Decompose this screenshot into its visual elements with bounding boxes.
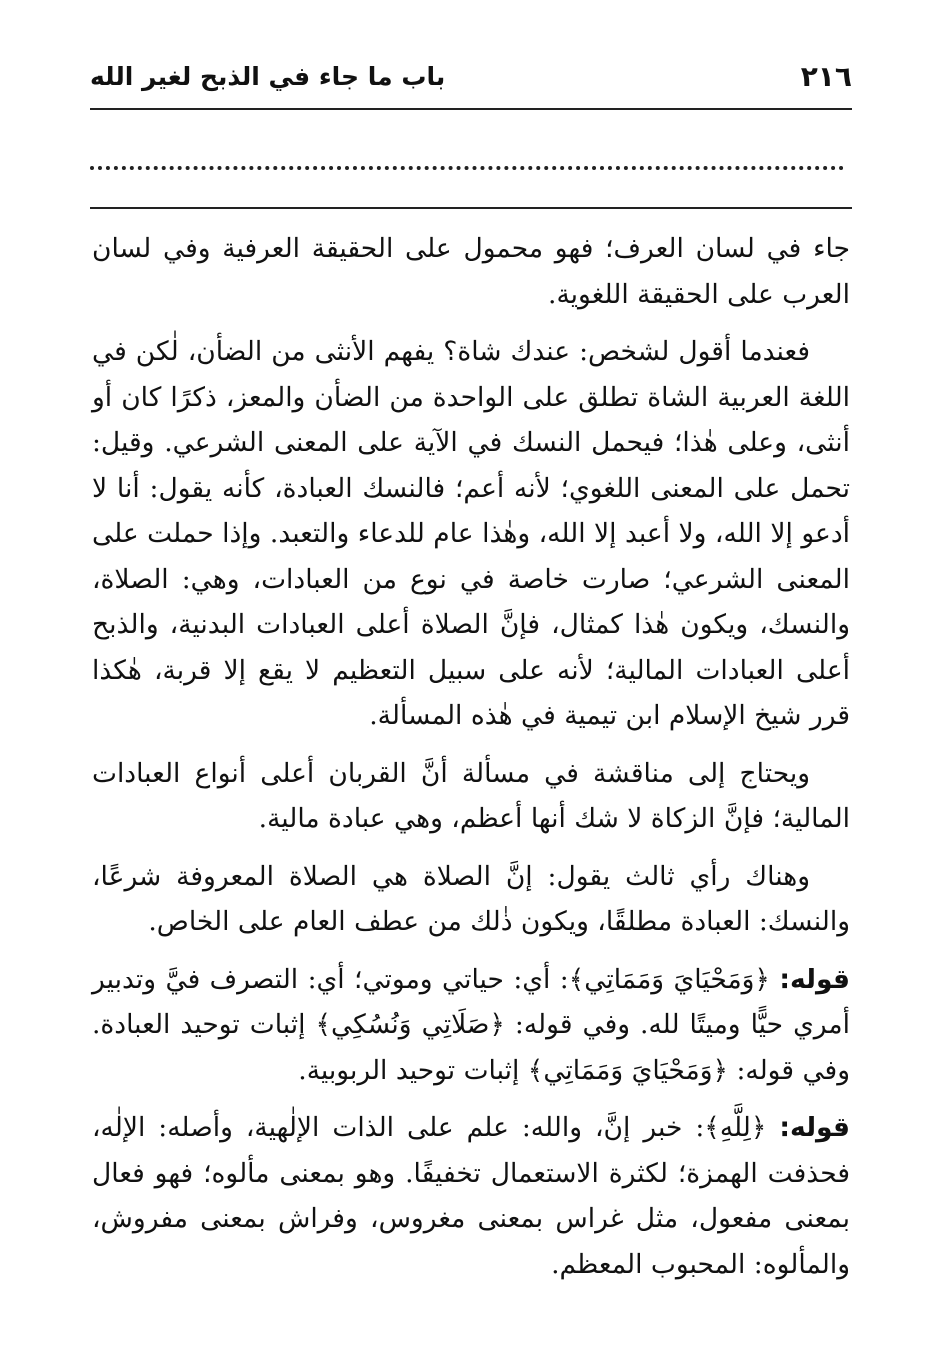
paragraph-text: ﴿لِلَّهِ﴾: خبر إنَّ، والله: علم على الذات الإلٰهية، وأصله: الإلٰه، فحذفت الهمزة؛ لكثرة الاستعمال تخفيفًا. وهو بمعنى مألوه؛ فهو فعال بمعنى مفعول، مثل غراس بمعنى مغروس، وفراش بمعنى مفروش، والمألوه: المحبوب المعظم.	[92, 1112, 850, 1280]
page-number: ٢١٦	[800, 59, 852, 93]
dotted-separator	[90, 146, 844, 170]
paragraph-text: ﴿وَمَحْيَايَ وَمَمَاتِي﴾: أي: حياتي وموتي؛ أي: التصرف فيَّ وتدبير أمري حيًّا وميتًا لله. وفي قوله: ﴿صَلَاتِي وَنُسُكِي﴾ إثبات توحيد العبادة. وفي قوله: ﴿وَمَحْيَايَ وَمَمَاتِي﴾ إثبات توحيد الربوبية.	[92, 963, 850, 1086]
paragraph-sheep-example	[92, 329, 850, 739]
paragraph-text: جاء في لسان العرف؛ فهو محمول على الحقيقة العرفية وفي لسان العرب على الحقيقة اللغوية.	[92, 233, 850, 310]
commentary-lead: قوله:	[779, 1112, 850, 1143]
body-text	[92, 226, 850, 1299]
paragraph-text: فعندما أقول لشخص: عندك شاة؟ يفهم الأنثى من الضأن، لٰكن في اللغة العربية الشاة تطلق على الواحدة من الضأن والمعز، ذكرًا كان أو أنثى، وعلى هٰذا؛ فيحمل النسك في الآية على المعنى الشرعي. وقيل: تحمل على المعنى اللغوي؛ لأنه أعم؛ فالنسك العبادة، كأنه يقول: أنا لا أدعو إلا الله، ولا أعبد إلا الله، وهٰذا عام للدعاء والتعبد. وإذا حملت على المعنى الشرعي؛ صارت خاصة في نوع من العبادات، وهي: الصلاة، والنسك، ويكون هٰذا كمثال، فإنَّ الصلاة أعلى العبادات البدنية، والذبح أعلى العبادات المالية؛ لأنه على سبيل التعظيم لا يقع إلا قربة، هٰكذا قرر شيخ الإسلام ابن تيمية في هٰذه المسألة.	[92, 336, 850, 731]
paragraph-third-opinion	[92, 854, 850, 945]
paragraph-text: ويحتاج إلى مناقشة في مسألة أنَّ القربان أعلى أنواع العبادات المالية؛ فإنَّ الزكاة لا شك أنها أعظم، وهي عبادة مالية.	[92, 757, 850, 834]
paragraph-commentary-lillah	[92, 1105, 850, 1287]
paragraph-commentary-life-death	[92, 957, 850, 1094]
paragraph-discussion	[92, 751, 850, 842]
page-header	[90, 56, 852, 96]
section-rule	[90, 207, 852, 209]
header-rule	[90, 108, 852, 110]
running-title: باب ما جاء في الذبح لغير الله	[90, 61, 446, 91]
paragraph-text: وهناك رأي ثالث يقول: إنَّ الصلاة هي الصلاة المعروفة شرعًا، والنسك: العبادة مطلقًا، ويكون ذٰلك من عطف العام على الخاص.	[92, 860, 850, 937]
commentary-lead: قوله:	[779, 963, 850, 995]
paragraph-continuation	[92, 226, 850, 317]
